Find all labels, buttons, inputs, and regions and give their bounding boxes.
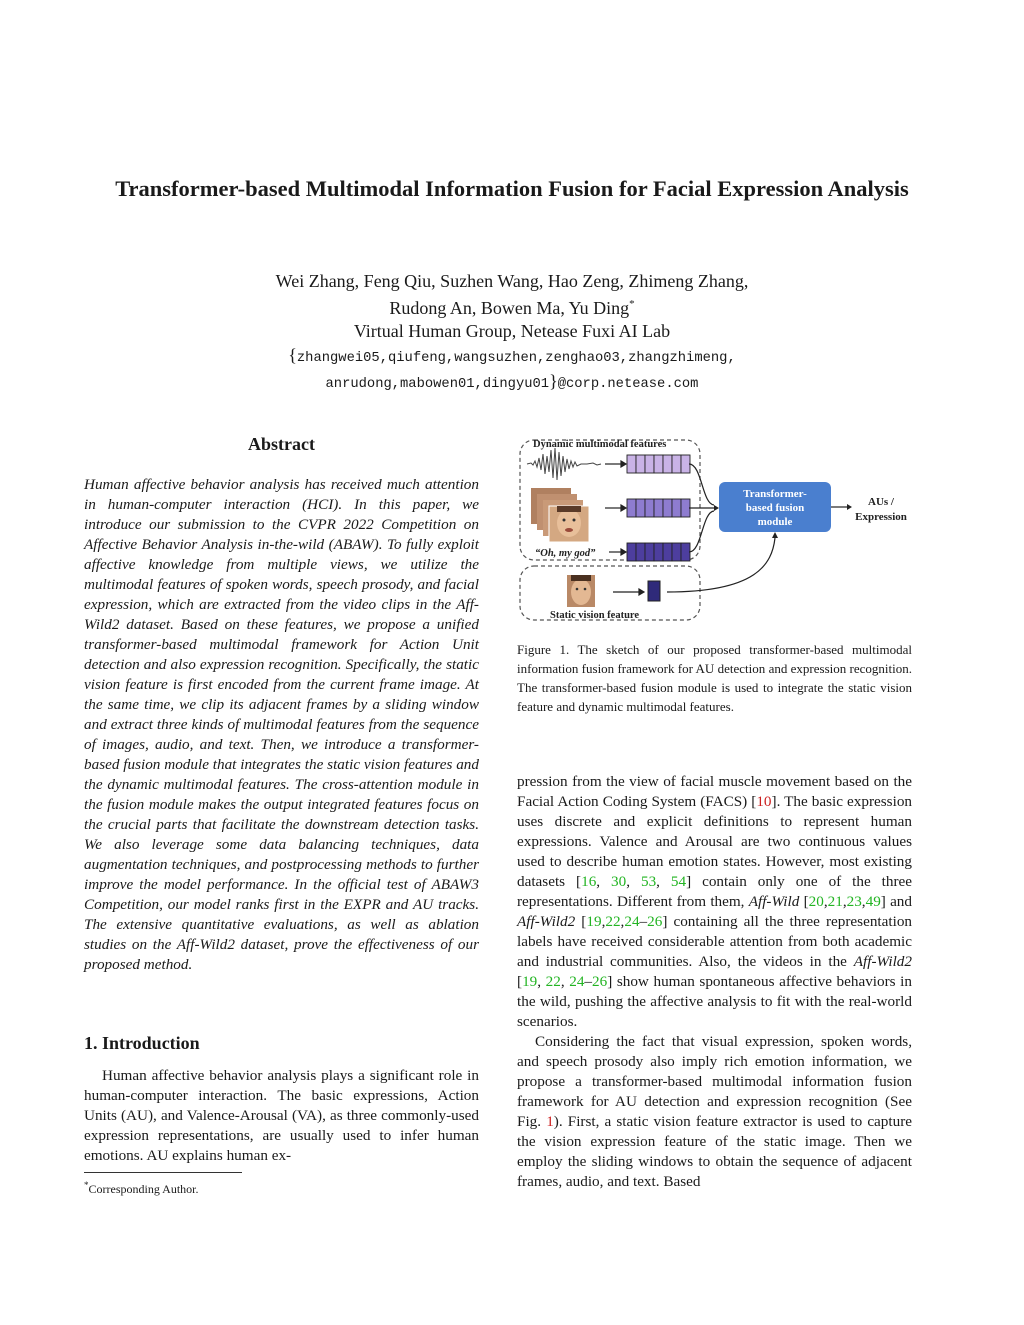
output-label-1: AUs /	[868, 496, 894, 508]
citation-link[interactable]: 24	[569, 973, 585, 990]
dynamic-features-label: Dynamic multimodal features	[533, 439, 667, 450]
feature-cell	[654, 499, 663, 517]
email-domain: @corp.netease.com	[557, 377, 699, 392]
citation-link[interactable]: 53	[640, 873, 657, 890]
footnote	[84, 1177, 199, 1197]
citation-link[interactable]: 23	[846, 893, 862, 910]
feature-cell	[654, 543, 663, 561]
feature-cell	[645, 455, 654, 473]
feature-cell	[645, 543, 654, 561]
static-face-icon	[567, 575, 595, 607]
intro-paragraph-2: Considering the fact that visual expression, spoken words, and speech prosody also imply rich emotion information, we propose a transformer-based multimodal information fusion framework for AU detection and expression recognition (See Fig. 1). First, a static vision feature extractor is used to capture the vision expression feature of the static image. Then we employ the sliding windows to obtain the sequence of adjacent frames, audio, and text. Based	[517, 1033, 913, 1190]
right-column-body	[517, 772, 912, 1192]
citation-link[interactable]: 26	[592, 973, 608, 990]
citation-link[interactable]: 26	[647, 913, 663, 930]
citation-link[interactable]: 19	[522, 973, 538, 990]
citation-link[interactable]: 24	[624, 913, 640, 930]
feature-cell	[672, 455, 681, 473]
feature-cell	[627, 543, 636, 561]
feature-cell	[681, 543, 690, 561]
feature-cell	[681, 499, 690, 517]
abstract-body: Human affective behavior analysis has received much attention in human-computer interaction (HCI). In this paper, we introduce our submission to the CVPR 2022 Competition on Affective Behavior Analysis in-the-wild (ABAW). To fully exploit affective knowledge from multiple views, we utilize the multimodal features of spoken words, speech prosody, and facial expression, which are extracted from the video clips in the Aff-Wild2 dataset. Based on these features, we propose a unified transformer-based multimodal framework for Action Unit detection and also expression recognition. Specifically, the static vision feature is first encoded from the current frame image. At the same time, we clip its adjacent frames by a sliding window and extract three kinds of multimodal features from the sequence of images, audio, and text. Then, we introduce a transformer-based fusion module that integrates the static vision features and the dynamic multimodal features. The cross-attention module in the fusion module makes the output integrated features focus on the crucial parts that facilitate the downstream detection tasks. We also leverage some data balancing techniques, data augmentation techniques, and postprocessing methods to further improve the model performance. In the official test of ABAW3 Competition, our model ranks first in the EXPR and AU tracks. The extensive quantitative evaluations, as well as ablation studies on the Aff-Wild2 dataset, prove the effectiveness of our proposed method.	[84, 476, 479, 973]
introduction-heading: 1. Introduction	[84, 1033, 200, 1053]
feature-cell	[627, 455, 636, 473]
feature-cell	[645, 499, 654, 517]
email-block	[80, 344, 944, 396]
figure-1-caption: Figure 1. The sketch of our proposed transformer-based multimodal information fusion framework for AU detection and expression recognition. The transformer-based fusion module is used to integrate the static vision feature and dynamic multimodal features.	[517, 642, 912, 714]
introduction-body: Human affective behavior analysis plays a significant role in human-computer interaction. The basic expressions, Action Units (AU), and Valence-Arousal (VA), as three commonly-used expression representations, are usually used to infer human emotions. AU explains human ex-	[84, 1067, 479, 1164]
static-feature-label: Static vision feature	[550, 610, 640, 621]
citation-link[interactable]: 16	[581, 873, 597, 890]
fusion-label-3: module	[757, 516, 793, 528]
audio-waveform-icon	[527, 448, 601, 480]
paper-title: Transformer-based Multimodal Information Fusion for Facial Expression Analysis	[115, 176, 909, 201]
footnote-text: Corresponding Author.	[88, 1182, 199, 1196]
feature-cell	[663, 543, 672, 561]
face-frames-stack-icon	[531, 488, 589, 542]
figure-reference-link[interactable]: 1	[546, 1113, 554, 1130]
fusion-label-2: based fusion	[745, 502, 805, 514]
feature-cell	[636, 499, 645, 517]
feature-cell	[627, 499, 636, 517]
email-names-1: zhangwei05,qiufeng,wangsuzhen,zenghao03,zhangzhimeng,	[296, 351, 736, 366]
footnote-mark: *	[84, 1180, 89, 1190]
citation-link[interactable]: 22	[545, 973, 561, 990]
citation-link[interactable]: 19	[586, 913, 602, 930]
feature-cell	[654, 455, 663, 473]
feature-cell	[681, 455, 690, 473]
email-line-1	[80, 344, 944, 370]
text-feature-bar	[627, 543, 690, 561]
feature-cell	[672, 499, 681, 517]
feature-cell	[636, 543, 645, 561]
authors-line-2-text: Rudong An, Bowen Ma, Yu Ding	[389, 298, 630, 318]
citation-link[interactable]: 10	[756, 793, 772, 810]
email-names-2: anrudong,mabowen01,dingyu01	[325, 377, 550, 392]
citation-link[interactable]: 54	[670, 873, 687, 890]
text-to-fusion-curve	[689, 511, 714, 552]
affiliation: Virtual Human Group, Netease Fuxi AI Lab	[353, 321, 671, 341]
static-feature-bar	[648, 581, 660, 601]
intro-paragraph-continued: pression from the view of facial muscle movement based on the Facial Action Coding System (FACS) [10]. The basic expression uses discrete and explicit definitions to represent human expressions. Valence and Arousal are two continuous values used to describe human emotion states. However, most existing datasets [16, 30, 53, 54] contain only one of the three representations. Different from them, Aff-Wild [20,21,23,49] and Aff-Wild2 [19,22,24–26] containing all the three representation labels have received considerable attention from both academic and industrial communities. Also, the videos in the Aff-Wild2 [19, 22, 24–26] show human spontaneous affective behaviors in the wild, pushing the affective analysis to fit with the real-world scenarios.	[517, 773, 913, 1030]
output-label-2: Expression	[855, 511, 907, 523]
feature-cell	[663, 455, 672, 473]
spoken-words-label: “Oh, my god”	[535, 548, 596, 559]
vision-feature-bar	[627, 499, 690, 517]
citation-link[interactable]: 21	[827, 893, 843, 910]
email-open-brace: {	[288, 345, 297, 365]
audio-feature-bar	[627, 455, 690, 473]
citation-link[interactable]: 49	[865, 893, 881, 910]
corresponding-mark: *	[629, 298, 635, 310]
citation-link[interactable]: 20	[808, 893, 824, 910]
authors-line-1: Wei Zhang, Feng Qiu, Suzhen Wang, Hao Zeng, Zhimeng Zhang,	[275, 271, 749, 291]
author-block	[80, 270, 944, 343]
figure-1-diagram	[517, 434, 912, 624]
email-close-brace: }	[549, 371, 558, 391]
feature-cell	[663, 499, 672, 517]
audio-to-fusion-curve	[689, 464, 714, 505]
email-line-2	[80, 370, 944, 396]
feature-cell	[672, 543, 681, 561]
feature-cell	[636, 455, 645, 473]
fusion-label-1: Transformer-	[743, 488, 807, 500]
citation-link[interactable]: 30	[611, 873, 627, 890]
authors-line-2	[80, 293, 944, 320]
abstract-heading: Abstract	[248, 434, 315, 454]
footnote-divider	[84, 1172, 242, 1173]
citation-link[interactable]: 22	[605, 913, 621, 930]
